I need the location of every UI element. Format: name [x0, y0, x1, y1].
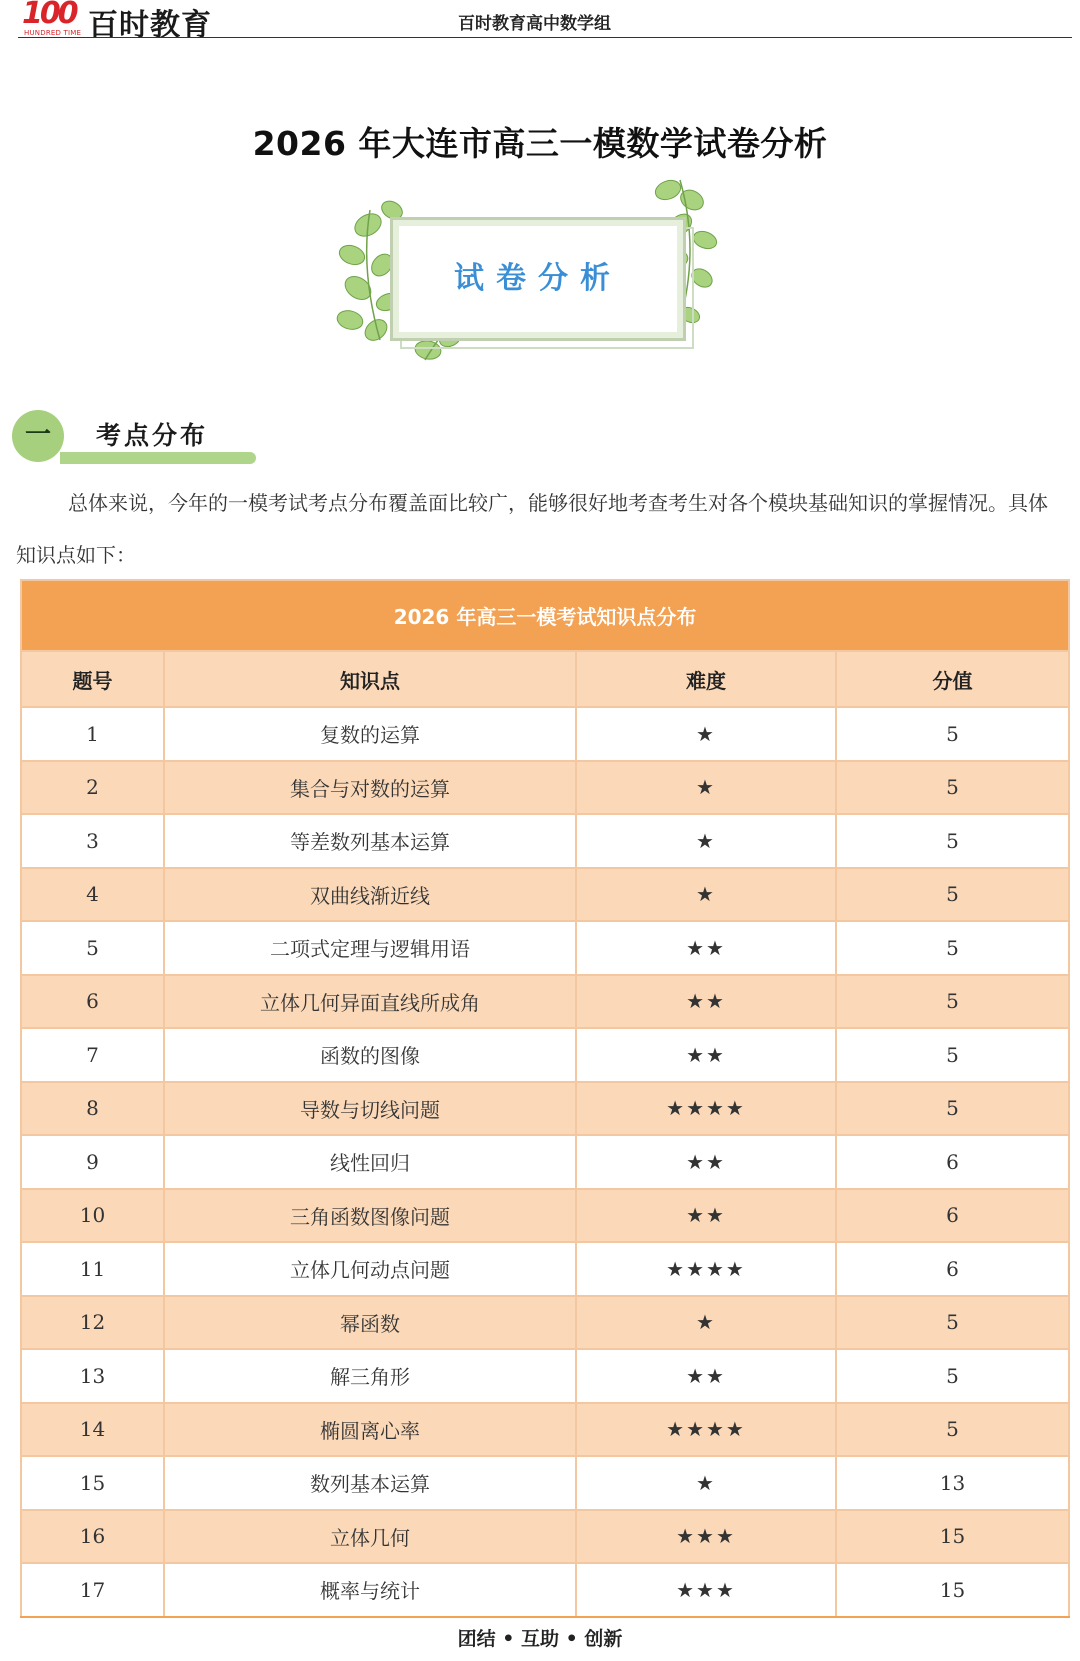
- cell-score: 5: [836, 1296, 1069, 1350]
- logo-text: 百时教育: [88, 8, 212, 43]
- header-score: 分值: [836, 651, 1069, 707]
- cell-number: 15: [21, 1456, 164, 1510]
- cell-number: 17: [21, 1563, 164, 1617]
- cell-score: 5: [836, 1403, 1069, 1457]
- cell-topic: 解三角形: [164, 1349, 576, 1403]
- cell-topic: 集合与对数的运算: [164, 761, 576, 815]
- header-divider: [18, 37, 1072, 38]
- cell-topic: 函数的图像: [164, 1028, 576, 1082]
- cell-score: 13: [836, 1456, 1069, 1510]
- cell-difficulty: ★★★★: [576, 1403, 836, 1457]
- cell-difficulty: ★★: [576, 1189, 836, 1243]
- cell-topic: 椭圆离心率: [164, 1403, 576, 1457]
- header-topic: 知识点: [164, 651, 576, 707]
- table-row: [21, 1349, 1069, 1403]
- intro-paragraph: 总体来说，今年的一模考试考点分布覆盖面比较广，能够很好地考查考生对各个模块基础知识的掌握情况。具体知识点如下：: [16, 491, 1048, 567]
- cell-number: 3: [21, 814, 164, 868]
- table-row: [21, 1028, 1069, 1082]
- cell-difficulty: ★: [576, 1456, 836, 1510]
- cell-difficulty: ★: [576, 707, 836, 761]
- header-difficulty: 难度: [576, 651, 836, 707]
- cell-number: 1: [21, 707, 164, 761]
- cell-topic: 复数的运算: [164, 707, 576, 761]
- cell-score: 6: [836, 1135, 1069, 1189]
- table-row: [21, 1403, 1069, 1457]
- table-row: [21, 1242, 1069, 1296]
- cell-difficulty: ★: [576, 761, 836, 815]
- cell-score: 5: [836, 761, 1069, 815]
- cell-difficulty: ★★: [576, 1135, 836, 1189]
- page-title: 2026 年大连市高三一模数学试卷分析: [252, 124, 828, 163]
- cell-number: 13: [21, 1349, 164, 1403]
- cell-number: 12: [21, 1296, 164, 1350]
- header-group-name: 百时教育高中数学组: [458, 14, 611, 34]
- table-row: [21, 1563, 1069, 1617]
- cell-number: 7: [21, 1028, 164, 1082]
- cell-difficulty: ★★★: [576, 1510, 836, 1564]
- cell-difficulty: ★★: [576, 1028, 836, 1082]
- cell-number: 9: [21, 1135, 164, 1189]
- cell-topic: 二项式定理与逻辑用语: [164, 921, 576, 975]
- table-row: [21, 814, 1069, 868]
- table-body: [21, 707, 1069, 1617]
- cell-number: 6: [21, 975, 164, 1029]
- logo-mark: [22, 2, 84, 36]
- cell-score: 5: [836, 975, 1069, 1029]
- table-row: [21, 975, 1069, 1029]
- table-row: [21, 707, 1069, 761]
- cell-score: 5: [836, 1082, 1069, 1136]
- table-row: [21, 1456, 1069, 1510]
- cell-score: 5: [836, 1028, 1069, 1082]
- cell-topic: 双曲线渐近线: [164, 868, 576, 922]
- table-caption: 2026 年高三一模考试知识点分布: [21, 580, 1069, 651]
- cell-score: 15: [836, 1563, 1069, 1617]
- cell-topic: 立体几何: [164, 1510, 576, 1564]
- cell-number: 10: [21, 1189, 164, 1243]
- cell-difficulty: ★★★★: [576, 1082, 836, 1136]
- cell-score: 5: [836, 868, 1069, 922]
- cell-topic: 幂函数: [164, 1296, 576, 1350]
- table-row: [21, 868, 1069, 922]
- cell-difficulty: ★★★: [576, 1563, 836, 1617]
- table-row: [21, 1510, 1069, 1564]
- logo-number: 100: [22, 0, 76, 31]
- cell-score: 5: [836, 921, 1069, 975]
- table-row: [21, 921, 1069, 975]
- cell-number: 8: [21, 1082, 164, 1136]
- page-header: [0, 0, 1080, 44]
- cell-number: 2: [21, 761, 164, 815]
- cell-score: 5: [836, 707, 1069, 761]
- section-title: 考点分布: [96, 421, 209, 450]
- section-heading: [0, 400, 300, 470]
- page-footer: 团结 • 互助 • 创新: [457, 1628, 623, 1650]
- cell-topic: 等差数列基本运算: [164, 814, 576, 868]
- header-number: 题号: [21, 651, 164, 707]
- cell-topic: 立体几何异面直线所成角: [164, 975, 576, 1029]
- badge-title: 试卷分析: [454, 261, 622, 296]
- cell-topic: 线性回归: [164, 1135, 576, 1189]
- analysis-badge: [330, 170, 750, 370]
- knowledge-table: [20, 579, 1070, 1618]
- table-row: [21, 761, 1069, 815]
- cell-difficulty: ★★: [576, 1349, 836, 1403]
- cell-difficulty: ★: [576, 868, 836, 922]
- cell-difficulty: ★★: [576, 975, 836, 1029]
- cell-number: 14: [21, 1403, 164, 1457]
- cell-number: 16: [21, 1510, 164, 1564]
- table-row: [21, 1189, 1069, 1243]
- cell-number: 11: [21, 1242, 164, 1296]
- cell-topic: 导数与切线问题: [164, 1082, 576, 1136]
- logo-english: HUNDRED TIME: [24, 29, 82, 37]
- cell-topic: 立体几何动点问题: [164, 1242, 576, 1296]
- cell-difficulty: ★: [576, 814, 836, 868]
- cell-score: 6: [836, 1242, 1069, 1296]
- brand-logo: [22, 0, 242, 43]
- table-row: [21, 1296, 1069, 1350]
- cell-difficulty: ★: [576, 1296, 836, 1350]
- cell-topic: 概率与统计: [164, 1563, 576, 1617]
- cell-score: 5: [836, 1349, 1069, 1403]
- cell-score: 5: [836, 814, 1069, 868]
- cell-topic: 数列基本运算: [164, 1456, 576, 1510]
- table-row: [21, 1135, 1069, 1189]
- cell-difficulty: ★★: [576, 921, 836, 975]
- section-underline: [60, 452, 256, 464]
- cell-number: 5: [21, 921, 164, 975]
- section-number: 一: [24, 420, 51, 450]
- cell-score: 6: [836, 1189, 1069, 1243]
- cell-number: 4: [21, 868, 164, 922]
- cell-difficulty: ★★★★: [576, 1242, 836, 1296]
- cell-topic: 三角函数图像问题: [164, 1189, 576, 1243]
- table-row: [21, 1082, 1069, 1136]
- cell-score: 15: [836, 1510, 1069, 1564]
